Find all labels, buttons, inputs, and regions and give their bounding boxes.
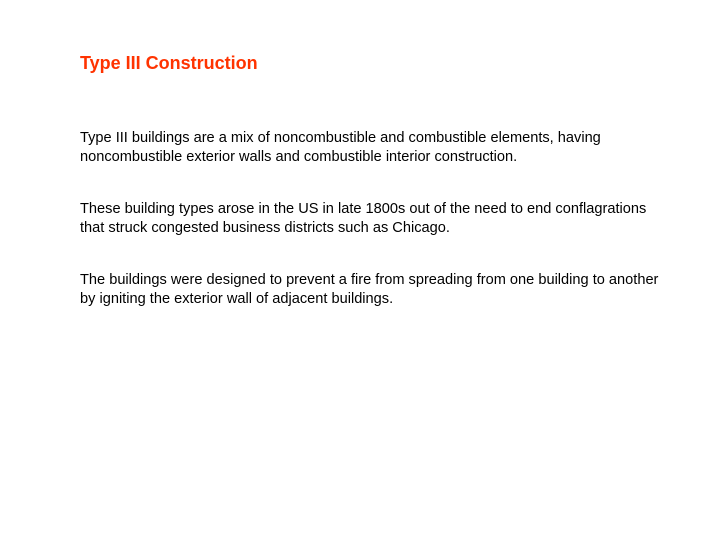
paragraph-3: The buildings were designed to prevent a fire from spreading from one building to another by igniting the exterior wall of adjacent buildings. [80,272,659,307]
slide-title: Type III Construction [80,53,258,73]
paragraph-2: These building types arose in the US in late 1800s out of the need to end conflagrations that struck congested business districts such as Chicago. [80,201,647,236]
slide-body [80,129,660,342]
paragraph-1: Type III buildings are a mix of noncombustible and combustible elements, having noncombustible exterior walls and combustible interior construction. [80,130,601,165]
